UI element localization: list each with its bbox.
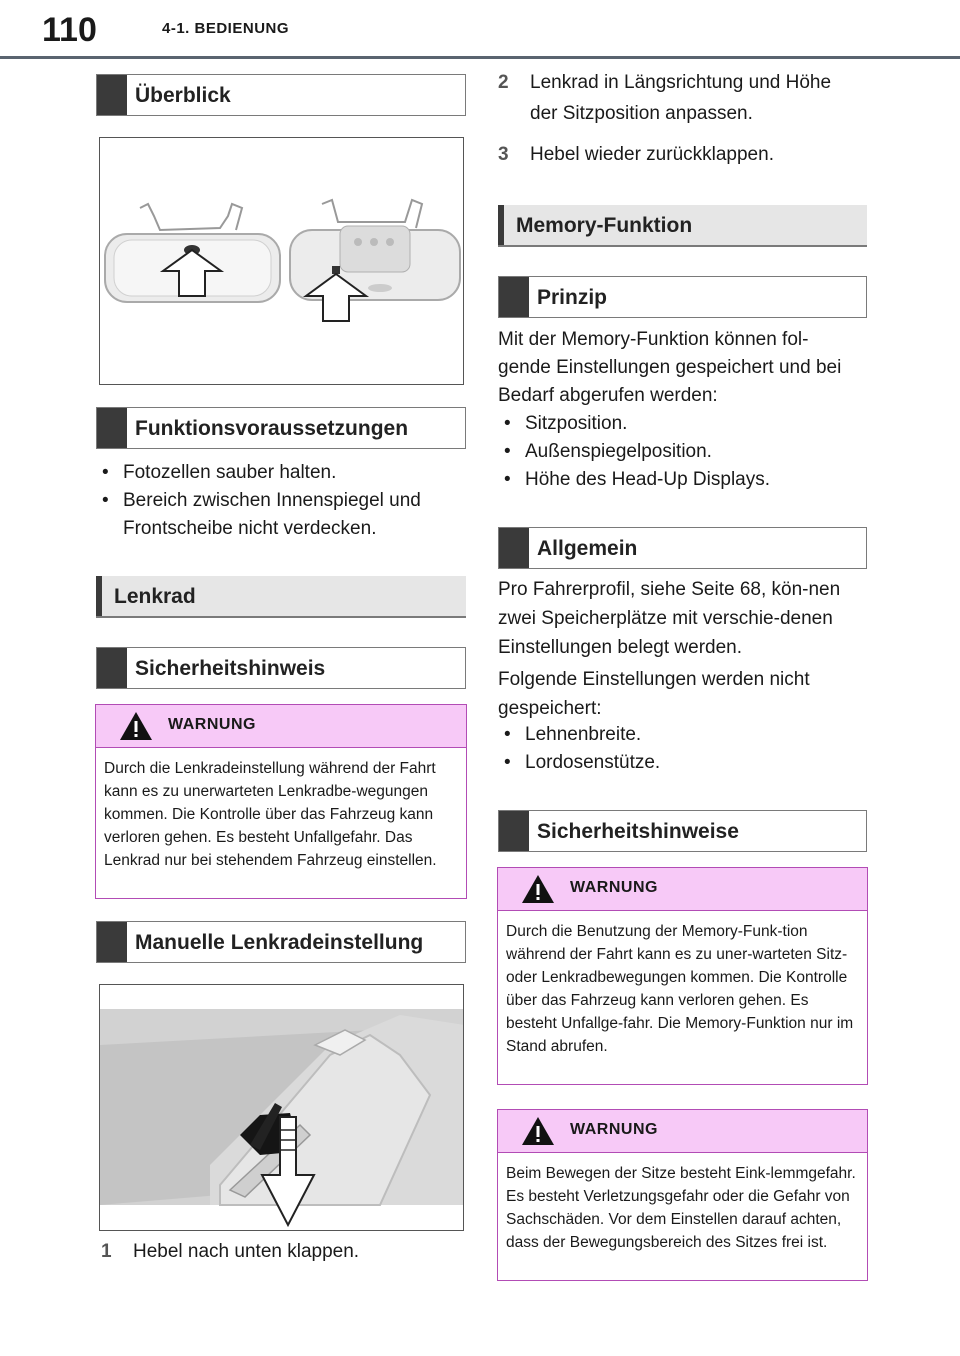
heading-tab — [499, 811, 529, 851]
heading-text: Allgemein — [537, 537, 638, 560]
warning-header — [96, 705, 466, 748]
heading-text: Überblick — [135, 84, 231, 107]
heading-tab — [97, 75, 127, 115]
mirror-illustration — [99, 137, 464, 385]
list-item: • Sitzposition. — [498, 410, 868, 438]
warning-header — [498, 1110, 867, 1153]
list-item: • Außenspiegelposition. — [498, 438, 868, 466]
section-heading-principle — [498, 276, 867, 318]
step-text: Hebel wieder zurückklappen. — [530, 144, 774, 165]
section-heading-steering — [96, 576, 466, 618]
list-item: • Lehnenbreite. — [498, 721, 868, 749]
warning-triangle-icon — [520, 1115, 556, 1147]
heading-tab — [97, 408, 127, 448]
warning-box-steering — [95, 704, 467, 899]
step-3 — [498, 139, 878, 170]
heading-text: Lenkrad — [114, 585, 196, 608]
step-2 — [498, 67, 878, 98]
list-item: • Fotozellen sauber halten. — [96, 459, 468, 487]
heading-text: Funktionsvoraussetzungen — [135, 417, 409, 440]
steering-lever-illustration — [99, 984, 464, 1231]
heading-text: Prinzip — [537, 286, 608, 309]
heading-tab — [97, 648, 127, 688]
warning-label: WARNUNG — [570, 1121, 658, 1138]
step-text: Lenkrad in Längsrichtung und Höhe — [530, 72, 832, 93]
list-item: • Bereich zwischen Innenspiegel und Frontscheibe nicht verdecken. — [96, 487, 468, 543]
warning-triangle-icon — [118, 710, 154, 742]
list-item: • Lordosenstütze. — [498, 749, 868, 777]
warning-label: WARNUNG — [168, 716, 256, 733]
header-rule — [0, 56, 960, 59]
not-saved-list — [498, 721, 868, 777]
section-heading-overview — [96, 74, 466, 116]
warning-label: WARNUNG — [570, 879, 658, 896]
requirements-list — [96, 459, 468, 543]
step-text: der Sitzposition anpassen. — [530, 103, 753, 124]
warning-text: Durch die Lenkradeinstellung während der Fahrt kann es zu unerwarteten Lenkradbe-wegungen kommen. Die Kontrolle über das Fahrzeug kann verloren gehen. Es besteht Unfallgefahr. Das Lenkrad nur bei stehendem Fahrzeug einstellen. — [104, 760, 437, 869]
warning-header — [498, 868, 867, 911]
step-number: 2 — [498, 72, 509, 93]
section-heading-general — [498, 527, 867, 569]
heading-tab — [498, 205, 504, 245]
heading-tab — [96, 576, 102, 616]
list-item: • Höhe des Head-Up Displays. — [498, 466, 868, 494]
section-heading-memory — [498, 205, 867, 247]
heading-text: Memory-Funktion — [516, 214, 693, 237]
warning-text: Beim Bewegen der Sitze besteht Eink-lemmgefahr. Es besteht Verletzungsgefahr oder die Gefahr von Sachschäden. Vor dem Einstellen darauf achten, dass der Bewegungsbereich des Sitzes frei ist. — [506, 1165, 856, 1251]
step-2-continued — [498, 98, 878, 129]
section-heading-safety-notes — [498, 810, 867, 852]
step-number: 1 — [101, 1241, 112, 1262]
step-number: 3 — [498, 144, 509, 165]
heading-tab — [97, 922, 127, 962]
general-paragraph-1: Pro Fahrerprofil, siehe Seite 68, kön-nen zwei Speicherplätze mit verschie-denen Einstellungen belegt werden. — [498, 579, 841, 658]
heading-text: Manuelle Lenkradeinstellung — [135, 931, 424, 954]
warning-box-pinch — [497, 1109, 868, 1281]
step-1 — [101, 1236, 461, 1267]
principle-list — [498, 410, 868, 494]
heading-text: Sicherheitshinweis — [135, 657, 326, 680]
warning-triangle-icon — [520, 873, 556, 905]
chapter-title: 4-1. BEDIENUNG — [162, 20, 290, 37]
heading-text: Sicherheitshinweise — [537, 820, 739, 843]
step-text: Hebel nach unten klappen. — [133, 1241, 360, 1262]
steering-lever-drawing — [100, 985, 464, 1231]
heading-tab — [499, 528, 529, 568]
warning-box-memory — [497, 867, 868, 1085]
principle-intro: Mit der Memory-Funktion können fol-gende Einstellungen gespeichert und bei Bedarf abgerufen werden: — [498, 329, 842, 406]
heading-tab — [499, 277, 529, 317]
section-heading-manual-adjustment — [96, 921, 466, 963]
page-number: 110 — [42, 11, 97, 49]
section-heading-requirements — [96, 407, 466, 449]
section-heading-safety — [96, 647, 466, 689]
general-paragraph-2: Folgende Einstellungen werden nicht gespeichert: — [498, 669, 810, 719]
interior-mirror-drawing — [100, 138, 464, 385]
warning-text: Durch die Benutzung der Memory-Funk-tion während der Fahrt kann es zu uner-warteten Sitz- oder Lenkradbewegungen kommen. Die Kontrolle über das Fahrzeug kann verloren gehen. Es besteht Unfallge-fahr. Die Memory-Funktion nur im Stand abrufen. — [506, 923, 854, 1055]
